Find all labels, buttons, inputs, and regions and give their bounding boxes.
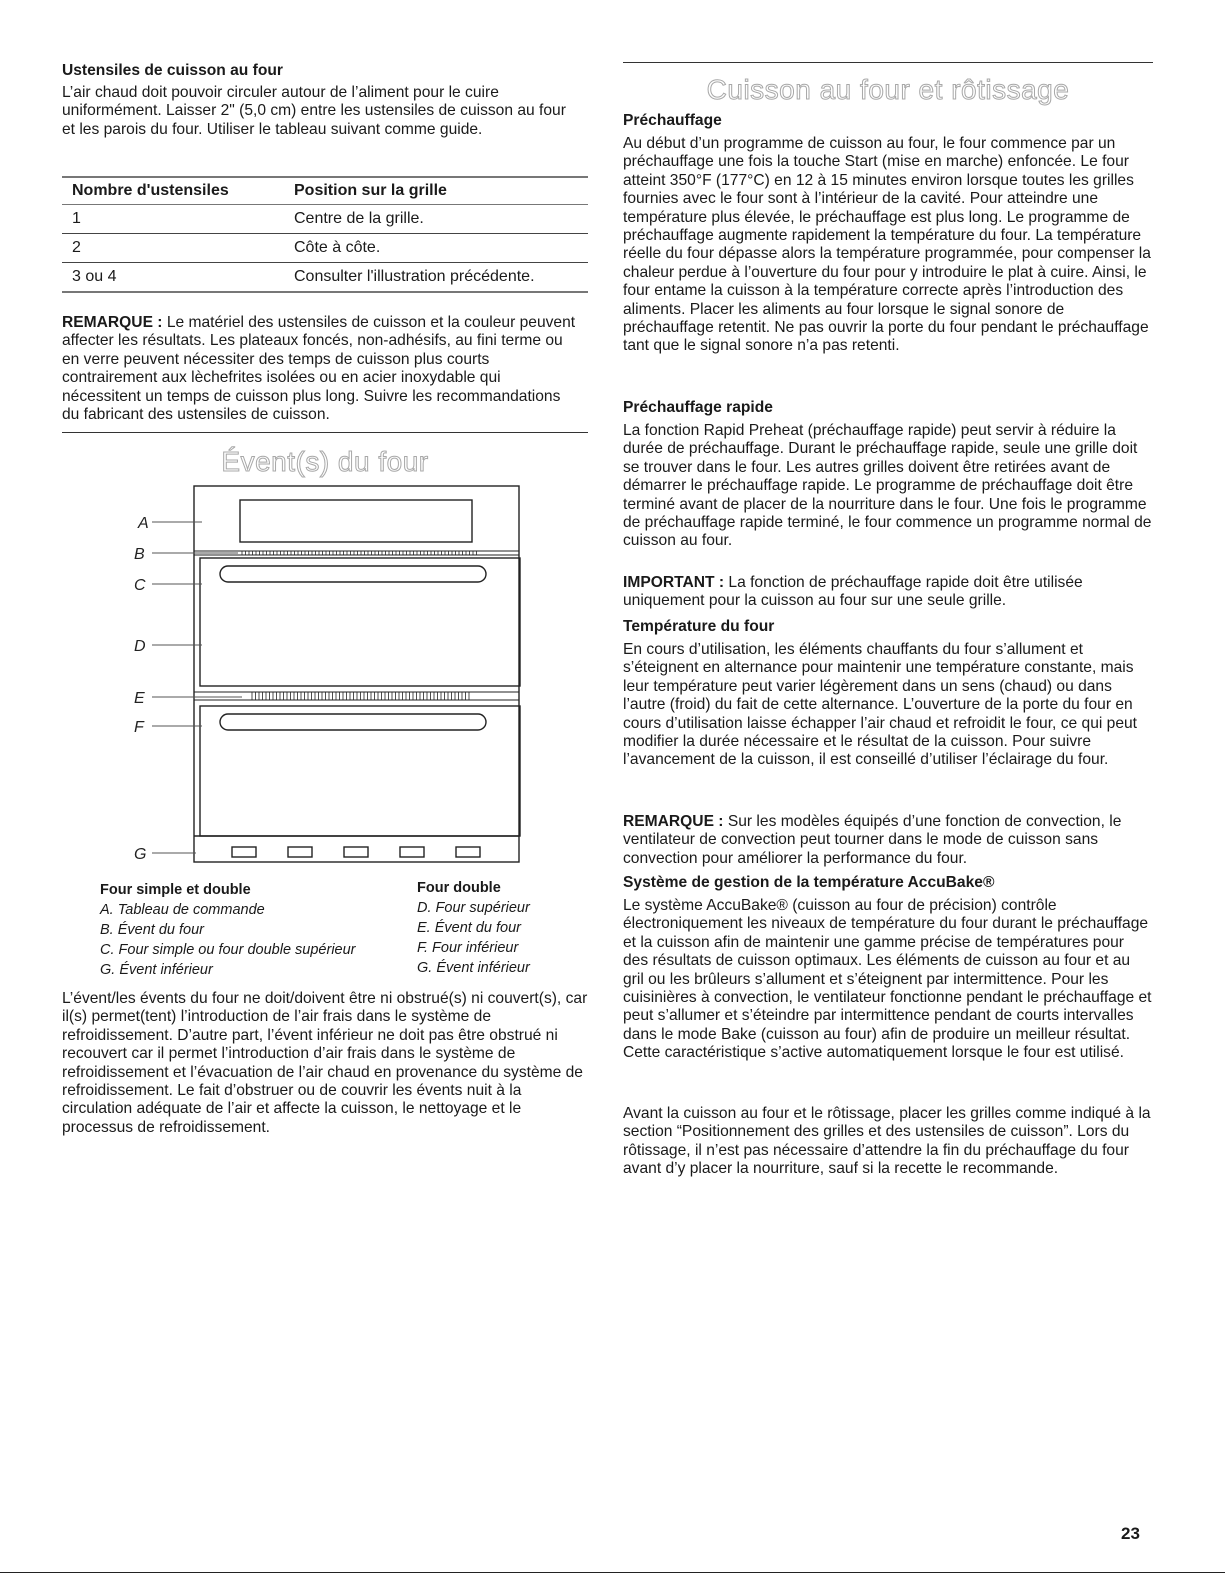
table-cell: 2 [72,239,81,256]
table-cell: Centre de la grille. [294,210,424,227]
table-cell: 1 [72,210,81,227]
note-label: REMARQUE : [62,314,163,331]
legend-item: E. Évent du four [417,920,521,936]
diagram-label-a: A [138,515,149,532]
legend-item: A. Tableau de commande [100,902,265,918]
important-label: IMPORTANT : [623,574,725,591]
table-cell: Consulter l'illustration précédente. [294,268,535,285]
legend-item: F. Four inférieur [417,940,519,956]
temperature-heading: Température du four [623,618,775,635]
utensils-note [62,314,582,424]
legend-item: D. Four supérieur [417,900,530,916]
diagram-label-c: C [134,577,146,594]
diagram-label-e: E [134,690,145,707]
section-divider [623,62,1153,63]
vents-title: Évent(s) du four [221,446,429,477]
table-cell: Côte à côte. [294,239,381,256]
diagram-label-d: D [134,638,146,655]
diagram-label-g: G [134,846,147,863]
preheat-heading: Préchauffage [623,112,722,129]
page-number: 23 [1121,1524,1140,1543]
legend-item: B. Évent du four [100,922,204,938]
diagram-legend-double [417,878,587,978]
legend-item: G. Évent inférieur [417,960,530,976]
legend-item: G. Évent inférieur [100,962,213,978]
temperature-text: En cours d’utilisation, les éléments chauffants du four s’allument et s’éteignent en alternance pour maintenir une température constante, mais leur température peut varier légèrement dans un sens (chaud) ou dans l’autre (froid) du fait de cette alternance. L’ouverture de la porte du four en cours d’utilisation laisse échapper l’air chaud et refroidit le four, ce qui peut modifier la durée nécessaire et le résultat de la cuisson. Pour suivre l’avancement de la cuisson, il est conseillé d’utiliser l’éclairage du four. [623,641,1138,769]
table-cell: 3 ou 4 [72,268,117,285]
convection-note [623,813,1153,868]
utensils-heading: Ustensiles de cuisson au four [62,62,283,79]
diagram-label-f: F [134,719,144,736]
table-row [62,234,588,263]
diagram-legend-single [100,880,400,980]
note-text: Sur les modèles équipés d’une fonction de convection, le ventilateur de convection peut tourner dans le mode de cuisson sans convection pour améliorer la performance du four. [623,813,1122,867]
note-text: Le matériel des ustensiles de cuisson et la couleur peuvent affecter les résultats. Les plateaux foncés, non-adhésifs, au fini terme ou en verre peuvent nécessiter des temps de cuisson plus courts contrairement aux lèchefrites isolées ou en acier inoxydable qui nécessitent un temps de cuisson plus long. Suivre les recommandations du fabricant des ustensiles de cuisson. [62,314,576,424]
table-row [62,263,588,293]
final-text: Avant la cuisson au four et le rôtissage, placer les grilles comme indiqué à la section “Positionnement des grilles et des ustensiles de cuisson”. Lors du rôtissage, il n’est pas nécessaire d’attendre la fin du préchauffage du four avant d’y placer la nourriture, sauf si la recette le recommande. [623,1105,1151,1178]
oven-vents-diagram [62,480,588,875]
preheat-text: Au début d’un programme de cuisson au four, le four commence par un préchauffage une fois la touche Start (mise en marche) enfoncée. Le four atteint 350°F (177°C) en 12 à 15 minutes environ lorsque toutes les grilles fournies avec le four sont à l’intérieur de la cavité. Pour atteindre une température plus élevée, le préchauffage est plus long. Le programme de préchauffage augmente rapidement la température du four. La température réelle du four dépasse alors la température programmée, pour compenser la chaleur perdue à l’ouverture du four pour y introduire le plat à cuire. Ainsi, le four entame la cuisson à la température correcte après l’introduction des aliments. Placer les aliments au four lorsque le signal sonore de préchauffage retentit. Ne pas ouvrir la porte du four pendant le préchauffage tant que le signal sonore n’a pas retenti. [623,135,1151,355]
important-text: La fonction de préchauffage rapide doit être utilisée uniquement pour la cuisson au four sur une seule grille. [623,574,1083,610]
accubake-text: Le système AccuBake® (cuisson au four de précision) contrôle électroniquement les niveaux de température du four durant le préchauffage et la cuisson afin de maintenir une gamme précise de températures pour des résultats de cuisson optimaux. Les éléments de cuisson au four et au gril ou les brûleurs s’allument et s’éteignent par intermittence. Pour les cuisinières à convection, le ventilateur fonctionne pendant le préchauffage et peut s’allumer et s’éteindre par intermittence pendant de courts intervalles dans le mode Bake (cuisson au four) afin de produire un meilleur résultat. Cette caractéristique s’active automatiquement lorsque le four est utilisé. [623,897,1152,1062]
important-note [623,574,1133,611]
table-header-count: Nombre d'ustensiles [72,182,229,199]
section-divider [62,432,588,433]
legend-heading: Four double [417,880,501,896]
legend-heading: Four simple et double [100,882,251,898]
table-header-position: Position sur la grille [294,182,447,199]
cooking-title: Cuisson au four et rôtissage [706,74,1070,105]
diagram-label-b: B [134,546,145,563]
utensils-intro: L’air chaud doit pouvoir circuler autour de l’aliment pour le cuire uniformément. Laisser 2" (5,0 cm) entre les ustensiles de cuisson au four et les parois du four. Utiliser le tableau suivant comme guide. [62,84,566,138]
legend-item: C. Four simple ou four double supérieur [100,942,356,958]
utensils-table [62,176,588,293]
note-label: REMARQUE : [623,813,724,830]
bottom-rule [0,1572,1225,1573]
rapid-preheat-text: La fonction Rapid Preheat (préchauffage rapide) peut servir à réduire la durée de préchauffage. Durant le préchauffage rapide, seule une grille doit se trouver dans le four. Les autres grilles doivent être retirées avant de démarrer le préchauffage rapide. Le programme de préchauffage doit être terminé avant de placer de la nourriture dans le four. Une fois le programme de préchauffage rapide terminé, le four commence un programme normal de cuisson au four. [623,422,1152,550]
vents-text: L’évent/les évents du four ne doit/doivent être ni obstrué(s) ni couvert(s), car il(s) permet(tent) l’introduction de l’air frais dans le système de refroidissement. D’autre part, l’évent inférieur ne doit pas être obstrué ni recouvert car il permet l’introduction d’air frais dans le système de refroidissement et l’évacuation de l’air chaud en provenance du système de refroidissement. Le fait d’obstruer ou de couvrir les évents nuit à la circulation adéquate de l’air et affecte la cuisson, le nettoyage et le processus de refroidissement. [62,990,588,1136]
table-row [62,205,588,234]
rapid-preheat-heading: Préchauffage rapide [623,399,773,416]
accubake-heading: Système de gestion de la température AccuBake® [623,874,995,891]
